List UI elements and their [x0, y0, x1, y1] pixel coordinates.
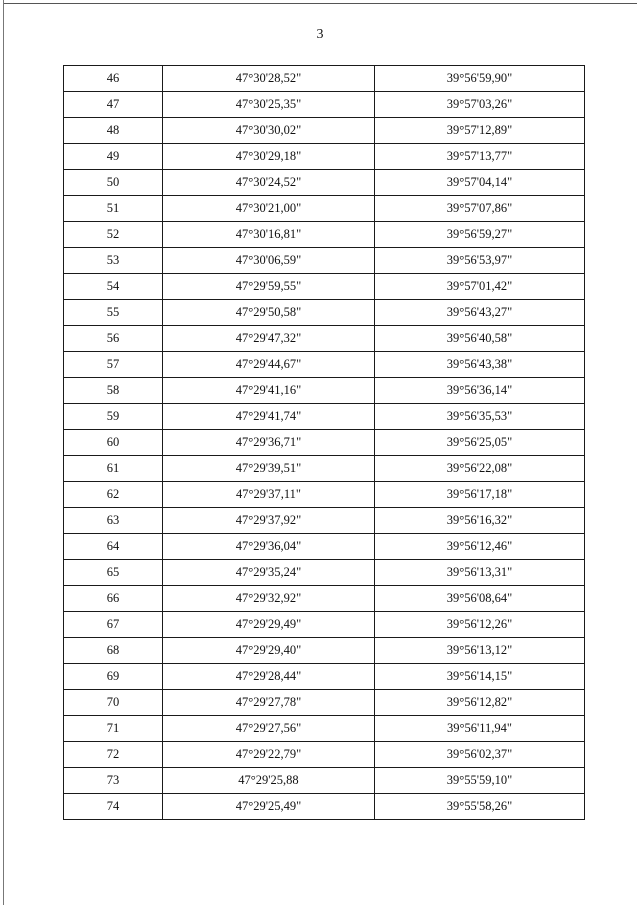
point-number-cell: 70: [64, 690, 163, 716]
latitude-cell: 47°29'27,78": [163, 690, 375, 716]
longitude-cell: 39°55'58,26": [375, 794, 585, 820]
table-row: [64, 664, 585, 690]
table-row: [64, 326, 585, 352]
longitude-cell: 39°56'12,46": [375, 534, 585, 560]
table-row: [64, 274, 585, 300]
latitude-cell: 47°29'37,11": [163, 482, 375, 508]
point-number-cell: 58: [64, 378, 163, 404]
point-number-cell: 71: [64, 716, 163, 742]
point-number-cell: 47: [64, 92, 163, 118]
longitude-cell: 39°56'35,53": [375, 404, 585, 430]
table-row: [64, 378, 585, 404]
table-row: [64, 352, 585, 378]
latitude-cell: 47°29'39,51": [163, 456, 375, 482]
latitude-cell: 47°30'16,81": [163, 222, 375, 248]
point-number-cell: 55: [64, 300, 163, 326]
table-row: [64, 300, 585, 326]
longitude-cell: 39°57'04,14": [375, 170, 585, 196]
point-number-cell: 54: [64, 274, 163, 300]
table-row: [64, 404, 585, 430]
latitude-cell: 47°29'25,49": [163, 794, 375, 820]
point-number-cell: 64: [64, 534, 163, 560]
longitude-cell: 39°57'03,26": [375, 92, 585, 118]
table-row: [64, 742, 585, 768]
point-number-cell: 68: [64, 638, 163, 664]
point-number-cell: 48: [64, 118, 163, 144]
table-row: [64, 612, 585, 638]
longitude-cell: 39°57'13,77": [375, 144, 585, 170]
longitude-cell: 39°57'07,86": [375, 196, 585, 222]
latitude-cell: 47°29'59,55": [163, 274, 375, 300]
longitude-cell: 39°56'08,64": [375, 586, 585, 612]
longitude-cell: 39°56'17,18": [375, 482, 585, 508]
latitude-cell: 47°29'36,04": [163, 534, 375, 560]
longitude-cell: 39°55'59,10": [375, 768, 585, 794]
table-row: [64, 92, 585, 118]
longitude-cell: 39°56'14,15": [375, 664, 585, 690]
point-number-cell: 57: [64, 352, 163, 378]
table-row: [64, 690, 585, 716]
latitude-cell: 47°29'35,24": [163, 560, 375, 586]
longitude-cell: 39°56'53,97": [375, 248, 585, 274]
longitude-cell: 39°56'02,37": [375, 742, 585, 768]
longitude-cell: 39°56'13,31": [375, 560, 585, 586]
longitude-cell: 39°56'43,27": [375, 300, 585, 326]
longitude-cell: 39°56'16,32": [375, 508, 585, 534]
latitude-cell: 47°30'29,18": [163, 144, 375, 170]
coordinates-table: [63, 65, 585, 820]
table-row: [64, 248, 585, 274]
longitude-cell: 39°56'11,94": [375, 716, 585, 742]
page-top-edge: [3, 3, 637, 4]
table-row: [64, 430, 585, 456]
longitude-cell: 39°56'22,08": [375, 456, 585, 482]
point-number-cell: 69: [64, 664, 163, 690]
latitude-cell: 47°30'25,35": [163, 92, 375, 118]
latitude-cell: 47°29'29,49": [163, 612, 375, 638]
table-row: [64, 586, 585, 612]
latitude-cell: 47°29'41,74": [163, 404, 375, 430]
table-row: [64, 534, 585, 560]
point-number-cell: 66: [64, 586, 163, 612]
latitude-cell: 47°29'47,32": [163, 326, 375, 352]
point-number-cell: 56: [64, 326, 163, 352]
table-row: [64, 222, 585, 248]
latitude-cell: 47°30'24,52": [163, 170, 375, 196]
table-row: [64, 794, 585, 820]
point-number-cell: 49: [64, 144, 163, 170]
point-number-cell: 72: [64, 742, 163, 768]
point-number-cell: 67: [64, 612, 163, 638]
latitude-cell: 47°29'44,67": [163, 352, 375, 378]
latitude-cell: 47°30'21,00": [163, 196, 375, 222]
point-number-cell: 46: [64, 66, 163, 92]
table-row: [64, 560, 585, 586]
point-number-cell: 61: [64, 456, 163, 482]
longitude-cell: 39°56'13,12": [375, 638, 585, 664]
latitude-cell: 47°29'36,71": [163, 430, 375, 456]
page-left-edge: [3, 0, 4, 905]
latitude-cell: 47°29'25,88: [163, 768, 375, 794]
table-row: [64, 144, 585, 170]
table-row: [64, 196, 585, 222]
longitude-cell: 39°57'12,89": [375, 118, 585, 144]
table-row: [64, 66, 585, 92]
point-number-cell: 62: [64, 482, 163, 508]
latitude-cell: 47°30'06,59": [163, 248, 375, 274]
latitude-cell: 47°29'28,44": [163, 664, 375, 690]
latitude-cell: 47°29'32,92": [163, 586, 375, 612]
table-row: [64, 716, 585, 742]
latitude-cell: 47°30'30,02": [163, 118, 375, 144]
point-number-cell: 51: [64, 196, 163, 222]
latitude-cell: 47°29'41,16": [163, 378, 375, 404]
table-row: [64, 768, 585, 794]
table-row: [64, 638, 585, 664]
point-number-cell: 60: [64, 430, 163, 456]
longitude-cell: 39°56'40,58": [375, 326, 585, 352]
table-row: [64, 482, 585, 508]
longitude-cell: 39°56'25,05": [375, 430, 585, 456]
point-number-cell: 53: [64, 248, 163, 274]
latitude-cell: 47°29'29,40": [163, 638, 375, 664]
longitude-cell: 39°56'36,14": [375, 378, 585, 404]
point-number-cell: 63: [64, 508, 163, 534]
point-number-cell: 74: [64, 794, 163, 820]
point-number-cell: 73: [64, 768, 163, 794]
point-number-cell: 52: [64, 222, 163, 248]
point-number-cell: 50: [64, 170, 163, 196]
latitude-cell: 47°29'50,58": [163, 300, 375, 326]
table-row: [64, 170, 585, 196]
table-row: [64, 118, 585, 144]
longitude-cell: 39°56'12,26": [375, 612, 585, 638]
point-number-cell: 65: [64, 560, 163, 586]
latitude-cell: 47°30'28,52": [163, 66, 375, 92]
longitude-cell: 39°56'43,38": [375, 352, 585, 378]
coordinates-table-body: [64, 66, 585, 820]
longitude-cell: 39°56'12,82": [375, 690, 585, 716]
latitude-cell: 47°29'27,56": [163, 716, 375, 742]
longitude-cell: 39°56'59,90": [375, 66, 585, 92]
longitude-cell: 39°57'01,42": [375, 274, 585, 300]
latitude-cell: 47°29'22,79": [163, 742, 375, 768]
table-row: [64, 456, 585, 482]
longitude-cell: 39°56'59,27": [375, 222, 585, 248]
point-number-cell: 59: [64, 404, 163, 430]
page-number: 3: [316, 27, 324, 42]
table-row: [64, 508, 585, 534]
latitude-cell: 47°29'37,92": [163, 508, 375, 534]
